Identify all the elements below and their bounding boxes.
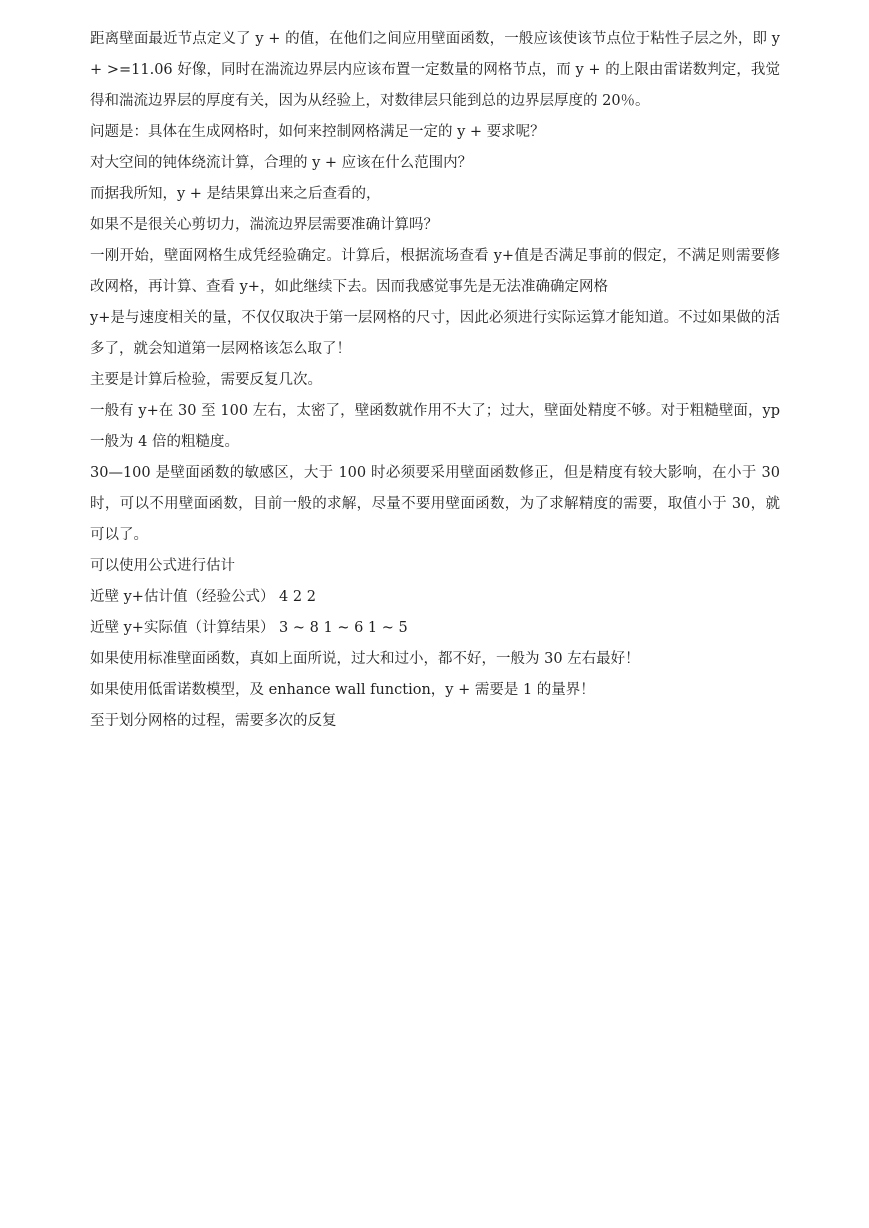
paragraph-yplus-checked-after: 而据我所知，y + 是结果算出来之后查看的， (90, 186, 381, 202)
paragraph-yplus-30-to-100: 一般有 y+在 30 至 100 左右，太密了，壁函数就作用不大了；过大，壁面处精度不够。对于粗糙壁面，yp 一般为 4 倍的粗糙度。 (90, 403, 780, 450)
paragraph-estimated-yplus: 近壁 y+估计值（经验公式） 4 2 2 (90, 589, 316, 605)
paragraph-actual-yplus: 近壁 y+实际值（计算结果） 3 ~ 8 1 ~ 6 1 ~ 5 (90, 620, 408, 636)
paragraph-yplus-velocity-related: y+是与速度相关的量，不仅仅取决于第一层网格的尺寸，因此必须进行实际运算才能知道。不过如果做的活多了，就会知道第一层网格该怎么取了！ (90, 310, 780, 357)
paragraph-low-reynolds-model: 如果使用低雷诺数模型，及 enhance wall function，y + 需要是 1 的量界！ (90, 682, 595, 698)
document-body (90, 24, 780, 737)
paragraph-sensitive-zone: 30—100 是壁面函数的敏感区，大于 100 时必须要采用壁面函数修正，但是精度有较大影响，在小于 30 时，可以不用壁面函数，目前一般的求解，尽量不要用壁面函数，为了求解精度的需要，取值小于 30，就可以了。 (90, 465, 780, 543)
paragraph-question-mesh-control: 问题是：具体在生成网格时，如何来控制网格满足一定的 y + 要求呢？ (90, 124, 545, 140)
paragraph-question-yplus-range: 对大空间的钝体绕流计算，合理的 y + 应该在什么范围内？ (90, 155, 473, 171)
paragraph-standard-wall-function: 如果使用标准壁面函数，真如上面所说，过大和过小，都不好，一般为 30 左右最好！ (90, 651, 640, 667)
paragraph-question-shear-force: 如果不是很关心剪切力，湍流边界层需要准确计算吗？ (90, 217, 438, 233)
paragraph-mesh-by-experience: 一刚开始，壁面网格生成凭经验确定。计算后，根据流场查看 y+值是否满足事前的假定，不满足则需要修改网格，再计算、查看 y+，如此继续下去。因而我感觉事先是无法准确确定网格 (90, 248, 780, 295)
paragraph-wall-function-definition: 距离壁面最近节点定义了 y + 的值，在他们之间应用壁面函数，一般应该使该节点位于粘性子层之外，即 y + >=11.06 好像，同时在湍流边界层内应该布置一定数量的网格节点，而 y + 的上限由雷诺数判定，我觉得和湍流边界层的厚度有关，因为从经验上，对数律层只能到总的边界层厚度的 20％。 (90, 31, 780, 109)
paragraph-meshing-process: 至于划分网格的过程，需要多次的反复 (90, 713, 337, 729)
paragraph-formula-estimate: 可以使用公式进行估计 (90, 558, 235, 574)
paragraph-check-after-calculation: 主要是计算后检验，需要反复几次。 (90, 372, 322, 388)
